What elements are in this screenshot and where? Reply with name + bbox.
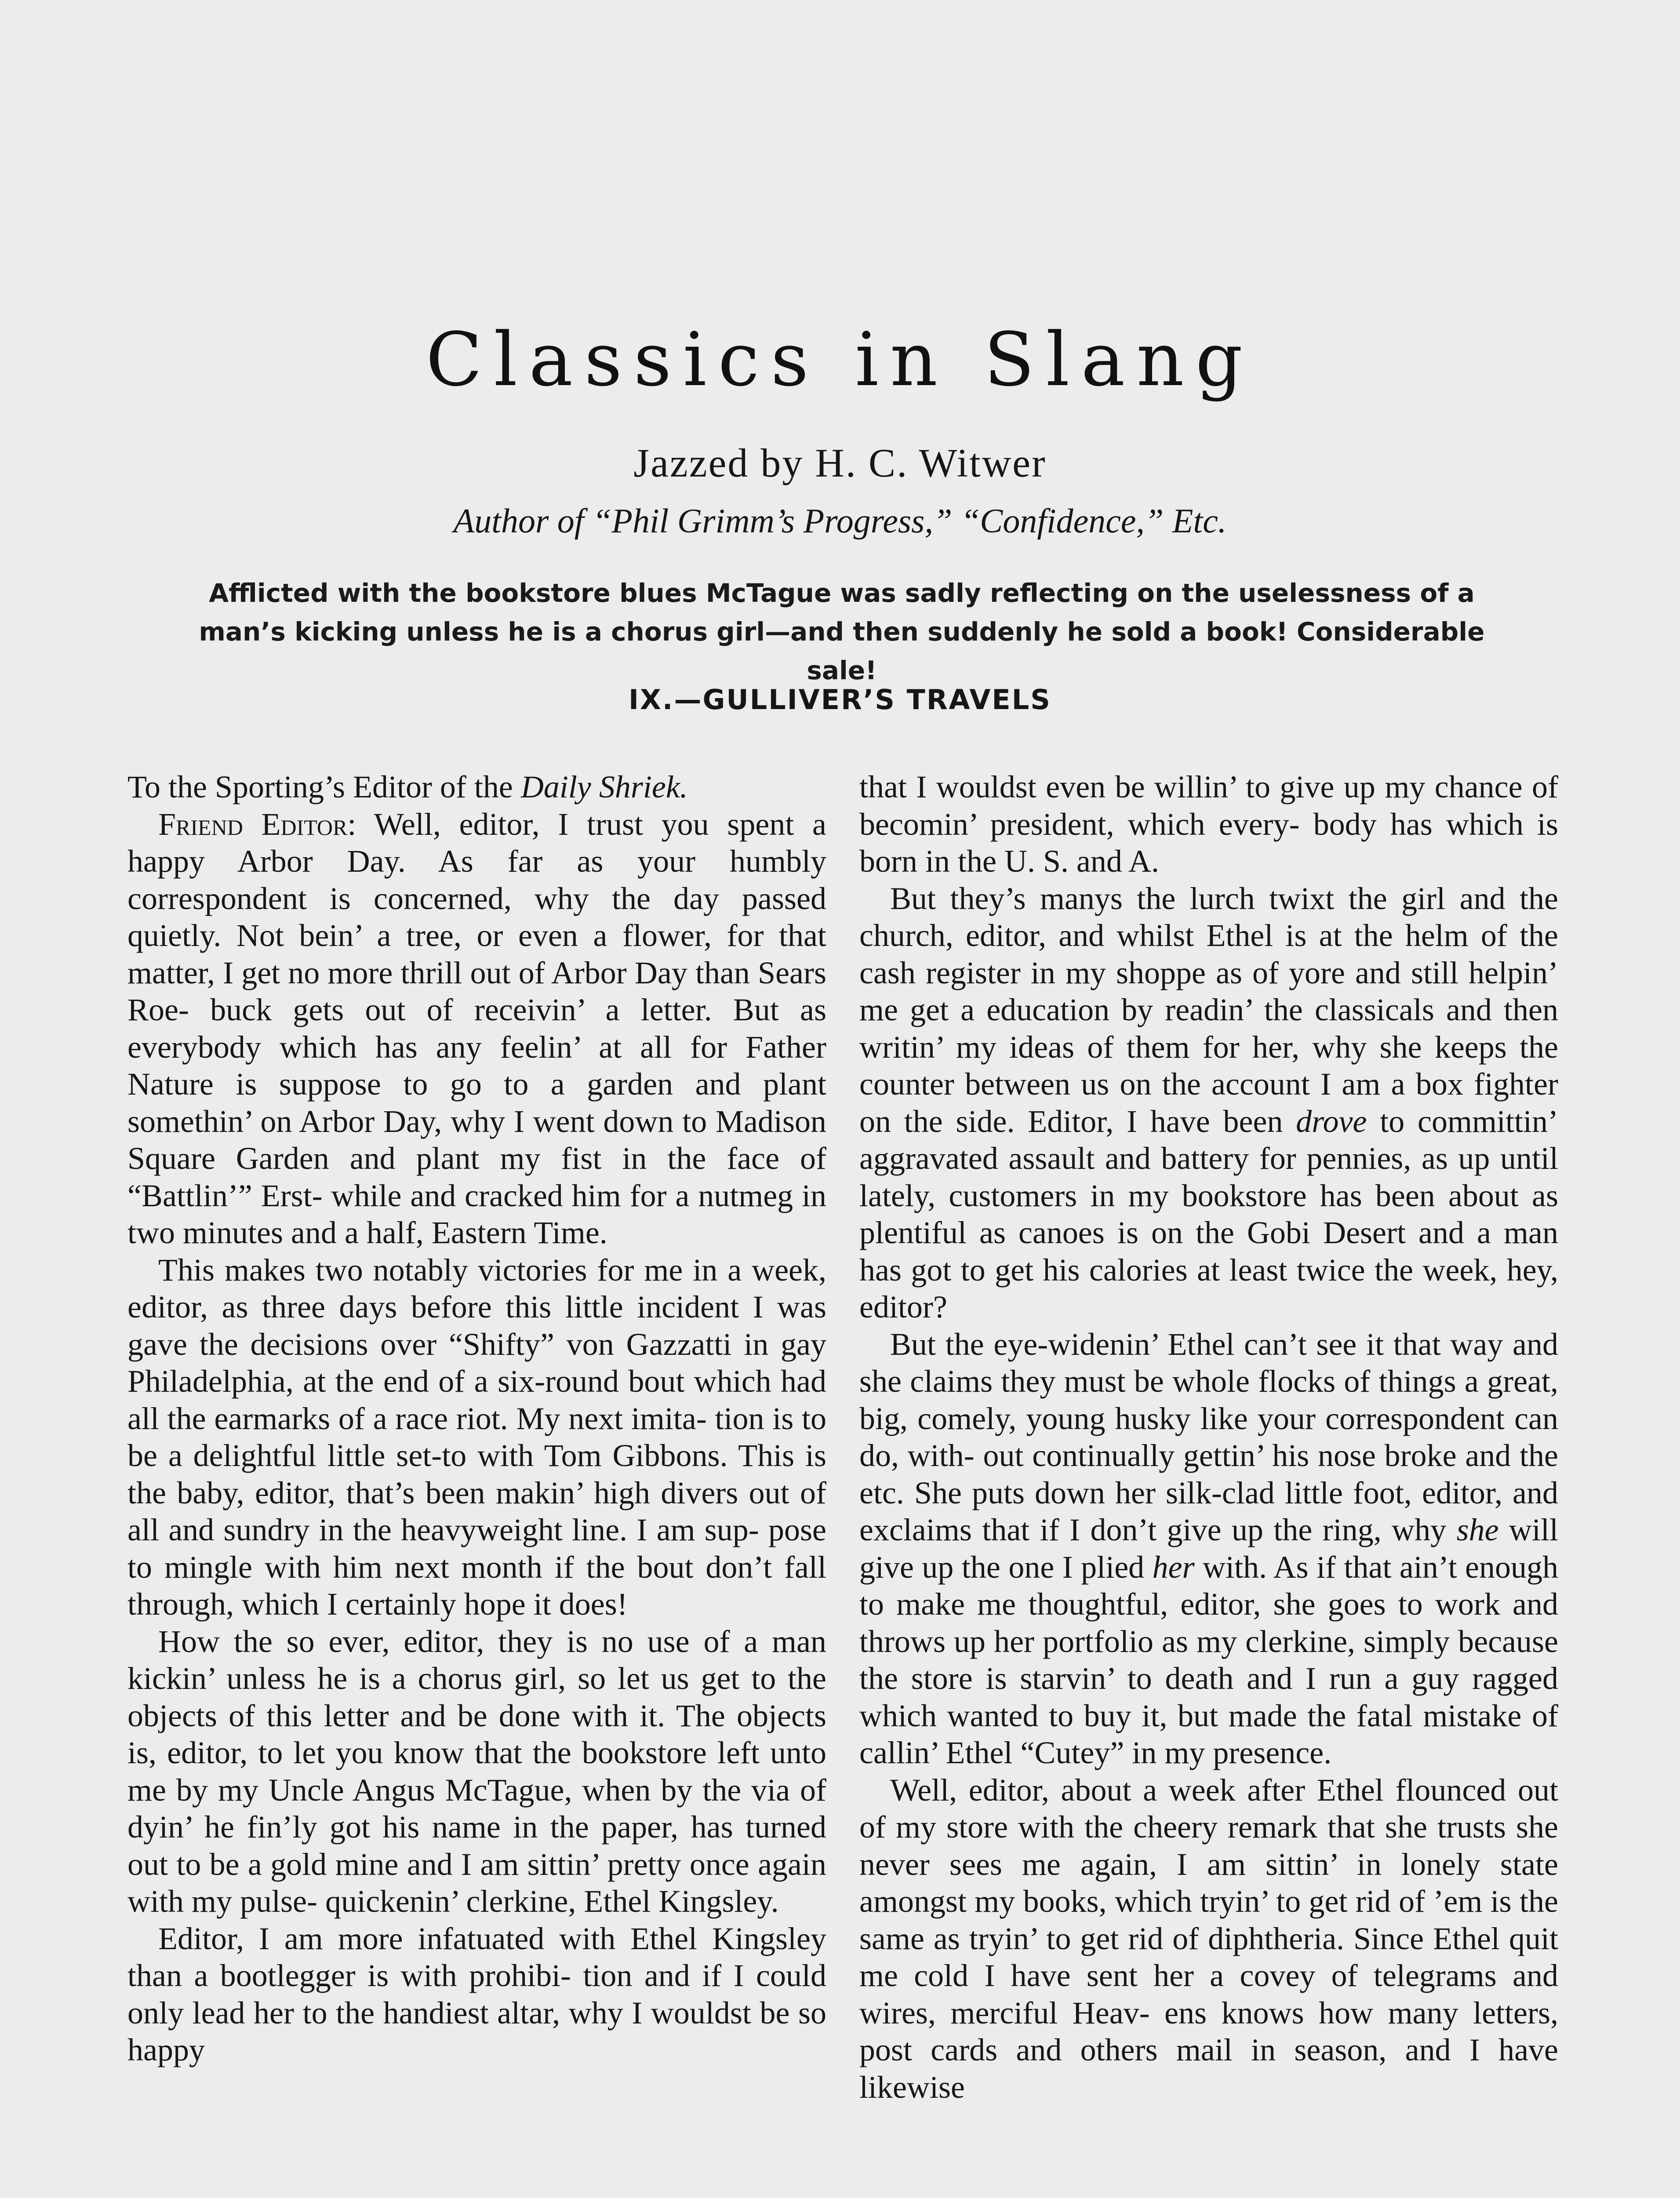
paragraph: How the so ever, editor, they is no use of a man kickin’ unless he is a chorus girl, so let us get to the objects of this letter and be done with it. The objects is, editor, to let you know that the bookstore left unto me by my Uncle Angus McTague, when by the via of dyin’ he fin’ly got his name in the paper, has turned out to be a gold mine and I am sittin’ pretty once again with my pulse- quickenin’ clerkine, Ethel Kingsley.	[127, 1623, 826, 1919]
byline: Jazzed by H. C. Witwer	[633, 440, 1047, 485]
paragraph	[859, 880, 1558, 1326]
paragraph: that I wouldst even be willin’ to give up my chance of becomin’ president, which every- body has which is born in the U. S. and A.	[859, 769, 1558, 879]
author-credits: Author of “Phil Grimm’s Progress,” “Confidence,” Etc.	[453, 502, 1227, 540]
paragraph-text: But they’s manys the lurch twixt the girl and the church, editor, and whilst Ethel is at the helm of the cash register in my shoppe as of yore and still helpin’ me get a education by readin’ the classicals and then writin’ my ideas of them for her, why she keeps the counter between us on the account I am a box fighter on the side. Editor, I have been	[859, 881, 1558, 1139]
paragraph-text: But the eye-widenin’ Ethel can’t see it that way and she claims they must be whole flocks of things a great, big, comely, young husky like your correspondent can do, with- out continually gettin’ his nose broke and the etc. She puts down her silk-clad little foot, editor, and exclaims that if I don’t give up the ring, why	[859, 1326, 1558, 1547]
paragraph: This makes two notably victories for me in a week, editor, as three days before this little incident I was gave the decisions over “Shifty” von Gazzatti in gay Philadelphia, at the end of a six-round bout which had all the earmarks of a race riot. My next imita- tion is to be a delightful little set-to with Tom Gibbons. This is the baby, editor, that’s been makin’ high divers out of all and sundry in the heavyweight line. I am sup- pose to mingle with him next month if the bout don’t fall through, which I certainly hope it does!	[127, 1252, 826, 1622]
chapter-heading: IX.—GULLIVER’S TRAVELS	[629, 684, 1051, 716]
story-title: Classics in Slang	[425, 317, 1255, 403]
paragraph: Editor, I am more infatuated with Ethel Kingsley than a bootlegger is with prohibi- tion and if I could only lead her to the handiest altar, why I wouldst be so happy	[127, 1921, 826, 2067]
left-column	[127, 768, 826, 2069]
paragraph: Well, editor, about a week after Ethel flounced out of my store with the cheery remark that she trusts she never sees me again, I am sittin’ in lonely state amongst my books, which tryin’ to get rid of ’em is the same as tryin’ to get rid of diphtheria. Since Ethel quit me cold I have sent her a covey of telegrams and wires, merciful Heav- ens knows how many letters, post cards and others mail in season, and I have likewise	[859, 1772, 1558, 2105]
paragraph	[859, 1326, 1558, 1772]
emphasis: drove	[1296, 1103, 1367, 1139]
emphasis: her	[1152, 1549, 1195, 1585]
paragraph-text: with. As if that ain’t enough to make me thoughtful, editor, she goes to work and throws up her portfolio as my clerkine, simply because the store is starvin’ to death and I run a guy ragged which wanted to buy it, but made the fatal mistake of callin’ Ethel “Cutey” in my presence.	[859, 1549, 1558, 1770]
salutation-prefix: To the Sporting’s Editor of the	[127, 769, 521, 804]
letter-opening: Friend Editor:	[158, 806, 356, 842]
paragraph	[127, 806, 826, 1252]
story-blurb: Afflicted with the bookstore blues McTague was sadly reflecting on the uselessness of a man’s kicking unless he is a chorus girl—and then suddenly he sold a book! Considerable sale!	[199, 578, 1485, 685]
right-column	[859, 768, 1558, 2106]
paragraph-text: will give up the one I plied	[859, 1512, 1559, 1585]
emphasis: she	[1456, 1512, 1499, 1547]
newspaper-name: Daily Shriek.	[520, 769, 688, 804]
salutation	[127, 768, 826, 806]
paragraph-text: to committin’ aggravated assault and battery for pennies, as up until lately, customers in my bookstore has been about as plentiful as canoes is on the Gobi Desert and a man has got to get his calories at least twice the week, hey, editor?	[859, 1103, 1559, 1325]
paragraph-text: Well, editor, I trust you spent a happy Arbor Day. As far as your humbly correspondent is concerned, why the day passed quietly. Not bein’ a tree, or even a flower, for that matter, I get no more thrill out of Arbor Day than Sears Roe- buck gets out of receivin’ a letter. But as everybody which has any feelin’ at all for Father Nature is suppose to go to a garden and plant somethin’ on Arbor Day, why I went down to Madison Square Garden and plant my fist in the face of “Battlin’” Erst- while and cracked him for a nutmeg in two minutes and a half, Eastern Time.	[127, 806, 826, 1250]
